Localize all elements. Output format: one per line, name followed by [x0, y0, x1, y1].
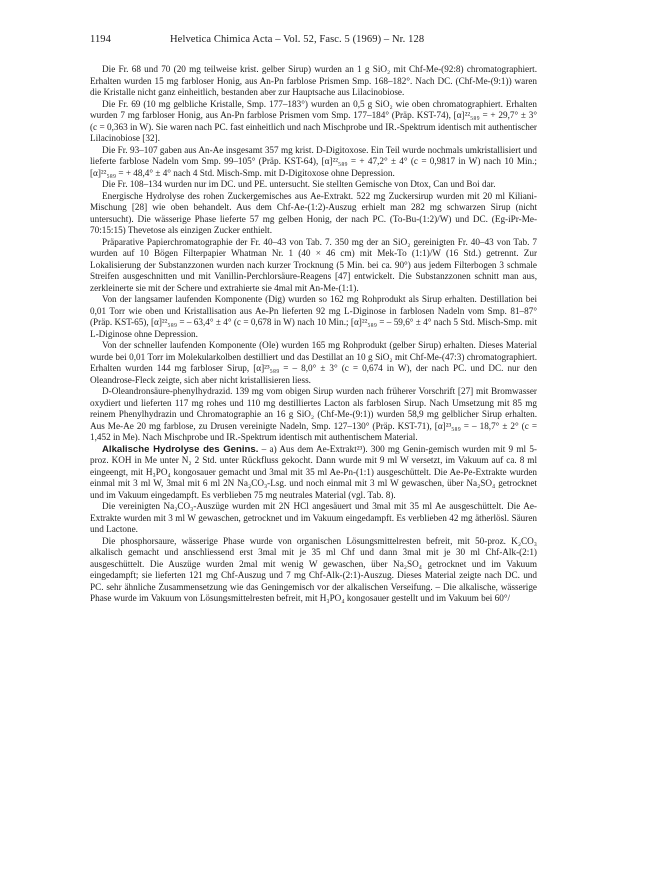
paragraph: Die Fr. 69 (10 mg gelbliche Kristalle, Smp. 177–183°) wurden an 0,5 g SiO₂ wie oben chromatographiert. Erhalten wurden 7 mg farbloser Honig, aus An-Pn farblose Prismen vom Smp. 177–184° (Präp. KST-74), [α]²²₅₈₉ = + 29,7° ± 3° (c = 0,363 in W). Sie waren nach PC. fast einheitlich und nach Mischprobe und IR.-Spektrum identisch mit authentischer Lilacinobiose [32]. — [90, 98, 537, 143]
paragraph: Von der schneller laufenden Komponente (Ole) wurden 165 mg Rohprodukt (gelber Sirup) erhalten. Dieses Material wurde bei 0,01 Torr im Molekularkolben destilliert und das Destillat an 10 g SiO₂ mit Chf-Me-(47:3) chromatographiert. Erhalten wurden 144 mg farbloser Sirup, [α]²³₅₈₉ = – 8,0° ± 3° (c = 0,674 in W), der nach PC. und DC. nur den Oleandrose-Fleck zeigte, sich aber nicht kristallisieren liess. — [90, 340, 537, 385]
paragraph: Die Fr. 93–107 gaben aus An-Ae insgesamt 357 mg krist. D-Digitoxose. Ein Teil wurde nochmals umkristallisiert und lieferte farblose Nadeln vom Smp. 99–105° (Präp. KST-64), [α]²²₅₈₉ = + 47,2° ± 4° (c = 0,9817 in W) nach 10 Min.; [α]²²₅₈₉ = + 48,4° ± 4° nach 4 Std. Misch-Smp. mit D-Digitoxose ohne Depression. — [90, 144, 537, 178]
paragraph: Energische Hydrolyse des rohen Zuckergemisches aus Ae-Extrakt. 522 mg Zuckersirup wurden mit 20 ml Kiliani-Mischung [28] wie oben behandelt. Aus dem Chf-Ae-(1:2)-Auszug erhielt man 282 mg schwarzen Sirup (nicht untersucht). Die wässerige Phase lieferte 57 mg gelben Honig, der nach PC. (To-Bu-(1:2)/W) und DC. (Eg-iPr-Me-70:15:15) Thevetose als einzigen Zucker enthielt. — [90, 190, 537, 235]
paragraph: Die phosphorsaure, wässerige Phase wurde von organischen Lösungsmittelresten befreit, mit 50-proz. K₂CO₃ alkalisch gemacht und anschliessend erst 3mal mit je 35 ml Chf und dann 3mal mit je 30 ml Chf-Alk-(2:1) ausgeschüttelt. Die Auszüge wurden 2mal mit wenig W gewaschen, über Na₂SO₄ getrocknet und im Vakuum eingedampft; sie lieferten 121 mg Chf-Auszug und 7 mg Chf-Alk-(2:1)-Auszug. Dieses Material zeigte nach DC. und PC. sehr ähnliche Zusammensetzung wie das Geningemisch vor der alkalischen Verseifung. – Die alkalische, wässerige Phase wurde im Vakuum von Lösungsmittelresten befreit, mit H₃PO₄ kongosauer gestellt und im Vakuum bei 60°/ — [90, 535, 537, 603]
article-body — [90, 64, 537, 605]
section-paragraph — [90, 444, 537, 502]
running-title: Helvetica Chimica Acta – Vol. 52, Fasc. 5 (1969) – Nr. 128 — [170, 34, 425, 45]
section-title: Alkalische Hydrolyse des Genins. — [102, 443, 259, 455]
page-number: 1194 — [90, 34, 112, 45]
paragraph: Die vereinigten Na₂CO₃-Auszüge wurden mit 2N HCl angesäuert und 3mal mit 35 ml Ae ausgeschüttelt. Die Ae-Extrakte wurden mit 3 ml W gewaschen, getrocknet und im Vakuum eingedampft. Es verblieben 42 mg ätherlösl. Säuren und Lactone. — [90, 501, 537, 534]
paragraph: Präparative Papierchromatographie der Fr. 40–43 von Tab. 7. 350 mg der an SiO₂ gereinigten Fr. 40–43 von Tab. 7 wurden auf 10 Bögen Filterpapier Whatman Nr. 1 (40 × 46 cm) mit Mek-To (1:1)/W (16 Std.) getrennt. Zur Lokalisierung der Substanzzonen wurden nach kurzer Trocknung (5 Min. bei ca. 90°) aus jedem Filterbogen 3 schmale Streifen ausgeschnitten und mit Vanillin-Perchlorsäure-Reagens [47] entwickelt. Die Substanzzonen schnitt man aus, zerkleinerte sie mit der Schere und extrahierte sie 4mal mit An-Me-(1:1). — [90, 236, 537, 293]
paragraph: Die Fr. 108–134 wurden nur im DC. und PE. untersucht. Sie stellten Gemische von Dtox, Can und Boi dar. — [102, 179, 496, 189]
paragraph: D-Oleandronsäure-phenylhydrazid. 139 mg vom obigen Sirup wurden nach früherer Vorschrift [27] mit Bromwasser oxydiert und lieferten 117 mg rohes und 110 mg destilliertes Lacton als farblosen Sirup. Nach Umsetzung mit 85 mg reinem Phenylhydrazin und Chromatographie an 16 g SiO₂ (Chf-Me-(9:1)) wurden 58,9 mg gelblicher Sirup erhalten. Aus Me-Ae 20 mg farblose, zu Drusen vereinigte Nadeln, Smp. 127–130° (Präp. KST-71), [α]²³₅₈₉ = – 18,7° ± 2° (c = 1,452 in Me). Nach Mischprobe und IR.-Spektrum identisch mit authentischem Material. — [90, 386, 537, 442]
section-text: – a) Aus dem Ae-Extrakt²³). 300 mg Genin-gemisch wurden mit 9 ml 5-proz. KOH in Me unter N₂ 2 Std. unter Rückfluss gekocht. Dann wurde mit 9 ml W versetzt, im Vakuum auf ca. 8 ml eingeengt, mit H₃PO₄ kongosauer gemacht und 3mal mit 35 ml Ae-Pn-(1:1) ausgeschüttelt. Die Ae-Pe-Extrakte wurden einmal mit 3 ml W, 3mal mit 6 ml 2N Na₂CO₃-Lsg. und noch einmal mit 3 ml W gewaschen, über Na₂SO₄ getrocknet und im Vakuum eingedampft. Es verblieben 75 mg neutrales Material (vgl. Tab. 8). — [90, 443, 537, 500]
paragraph: Von der langsamer laufenden Komponente (Dig) wurden so 162 mg Rohprodukt als Sirup erhalten. Destillation bei 0,01 Torr wie oben und Kristallisation aus Ae-Pn lieferten 92 mg L-Diginose in farblosen Nadeln vom Smp. 81–87° (Präp. KST-65), [α]²²₅₈₉ = – 63,4° ± 4° (c = 0,678 in W) nach 10 Min.; [α]²²₅₈₉ = – 59,6° ± 4° nach 5 Std. Misch-Smp. mit L-Diginose ohne Depression. — [90, 294, 537, 339]
paragraph: Die Fr. 68 und 70 (20 mg teilweise krist. gelber Sirup) wurden an 1 g SiO₂ mit Chf-Me-(92:8) chromatographiert. Erhalten wurden 15 mg farbloser Honig, aus An-Pn farblose Prismen Smp. 168–182°. Nach DC. (Chf-Me-(9:1)) waren die Kristalle nicht ganz einheitlich, bestanden aber zur Hauptsache aus Lilacinobiose. — [90, 64, 537, 97]
